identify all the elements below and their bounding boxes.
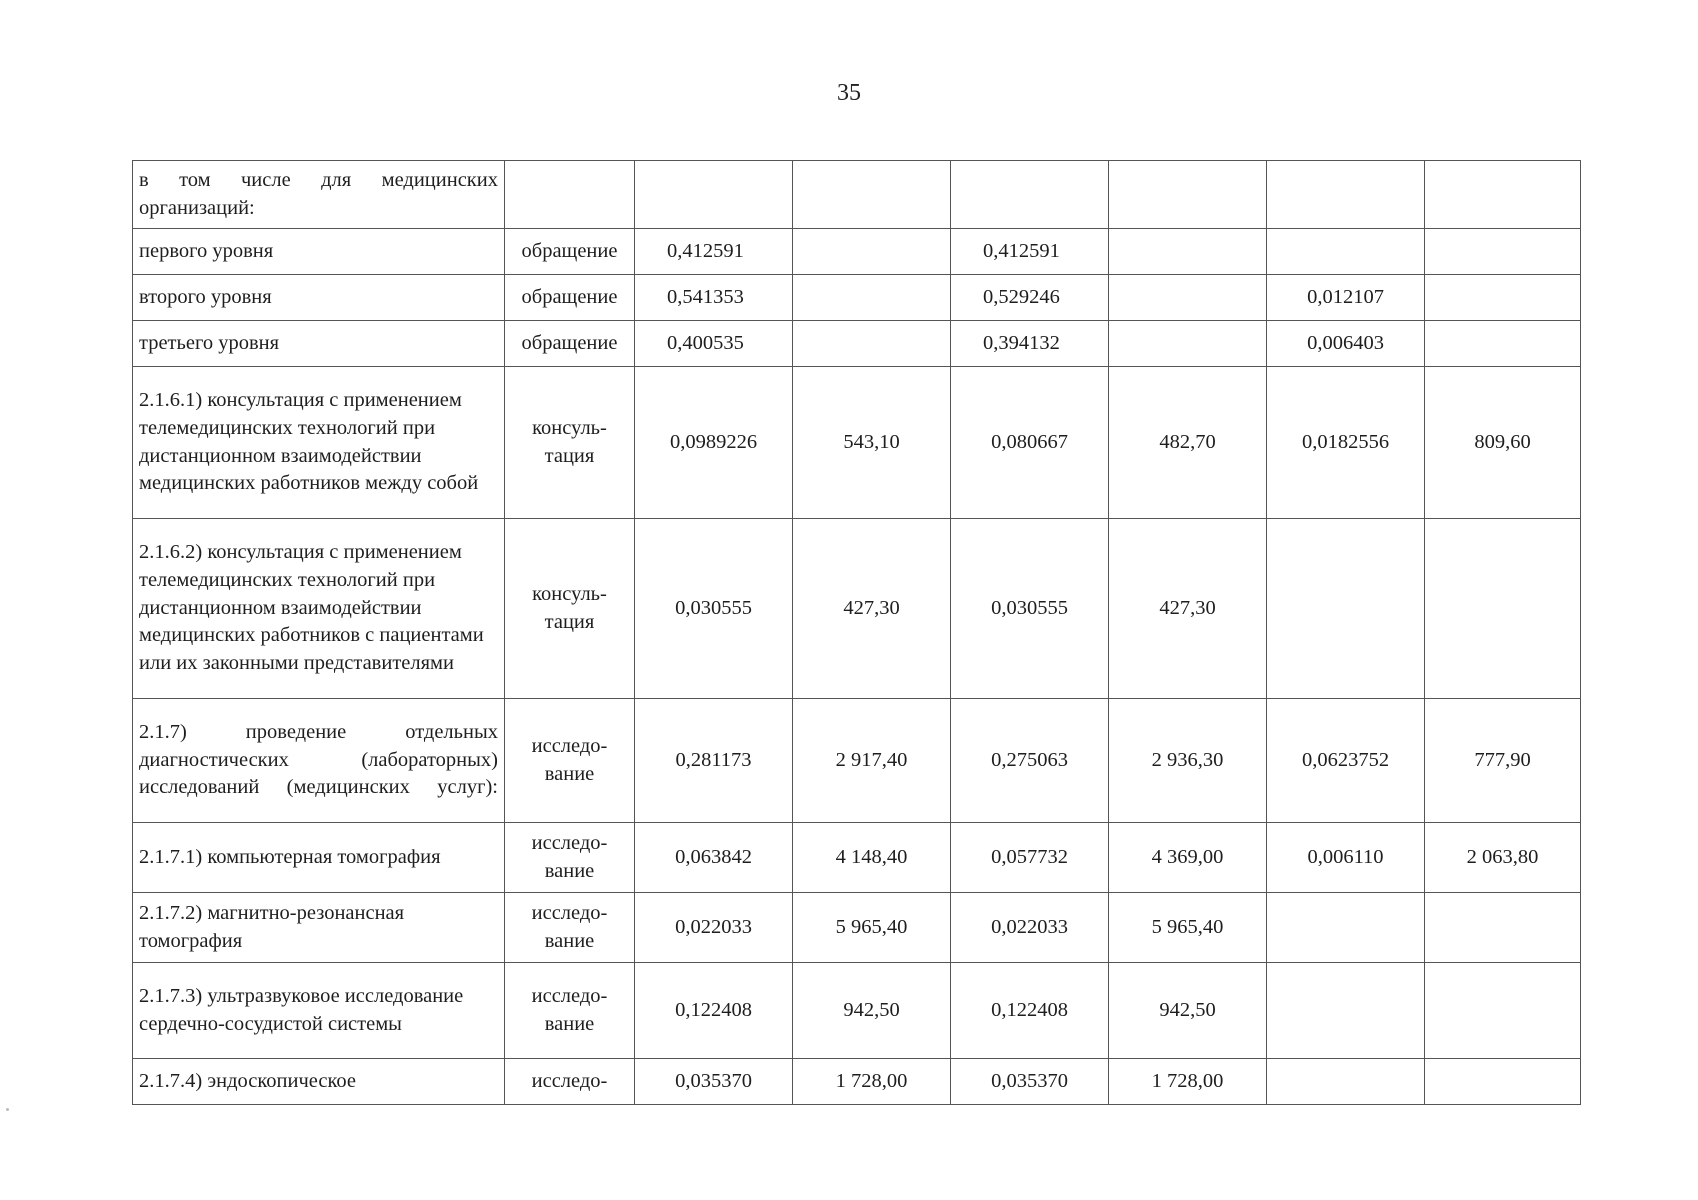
value-cell: [1267, 893, 1425, 963]
value-cell: 0,0623752: [1267, 699, 1425, 823]
value-cell: [1425, 893, 1581, 963]
table-row: [133, 823, 1581, 893]
value-cell: [1425, 1059, 1581, 1105]
row-name-cell: третьего уровня: [133, 321, 505, 367]
row-name-cell: 2.1.6.2) консультация с применением телемедицинских технологий при дистанционном взаимодействии медицинских работников с пациентами или их законными представителями: [133, 519, 505, 699]
value-cell: 427,30: [1109, 519, 1267, 699]
unit-cell: исследо-вание: [505, 823, 635, 893]
row-name-cell: 2.1.6.1) консультация с применением телемедицинских технологий при дистанционном взаимодействии медицинских работников между собой: [133, 367, 505, 519]
value-cell: [793, 275, 951, 321]
value-cell: 0,0989226: [635, 367, 793, 519]
row-name-cell: в том числе для медицинских организаций:: [133, 161, 505, 229]
value-cell: [1109, 321, 1267, 367]
value-cell: 543,10: [793, 367, 951, 519]
value-cell: 5 965,40: [793, 893, 951, 963]
row-name-cell: первого уровня: [133, 229, 505, 275]
unit-cell: консуль-тация: [505, 519, 635, 699]
value-cell: 0,122408: [951, 963, 1109, 1059]
value-cell: [1425, 519, 1581, 699]
value-cell: 0,030555: [951, 519, 1109, 699]
table-row: [133, 963, 1581, 1059]
unit-cell: исследо-вание: [505, 893, 635, 963]
unit-cell: обращение: [505, 275, 635, 321]
value-cell: 5 965,40: [1109, 893, 1267, 963]
value-cell: 942,50: [793, 963, 951, 1059]
value-cell: [1425, 963, 1581, 1059]
value-cell: 0,035370: [951, 1059, 1109, 1105]
value-cell: 0,394132: [951, 321, 1109, 367]
value-cell: 0,063842: [635, 823, 793, 893]
unit-cell: исследо-вание: [505, 963, 635, 1059]
value-cell: 2 917,40: [793, 699, 951, 823]
value-cell: [951, 161, 1109, 229]
value-cell: 0,122408: [635, 963, 793, 1059]
table-row: [133, 229, 1581, 275]
value-cell: 0,541353: [635, 275, 793, 321]
value-cell: 0,057732: [951, 823, 1109, 893]
value-cell: [793, 161, 951, 229]
row-name-cell: второго уровня: [133, 275, 505, 321]
row-name-cell: 2.1.7.2) магнитно-резонансная томография: [133, 893, 505, 963]
unit-cell: обращение: [505, 229, 635, 275]
value-cell: [1109, 229, 1267, 275]
value-cell: 0,030555: [635, 519, 793, 699]
value-cell: [1267, 1059, 1425, 1105]
row-name-cell: 2.1.7) проведение отдельных диагностических (лабораторных) исследований (медицинских услуг):: [133, 699, 505, 823]
row-name-cell: 2.1.7.3) ультразвуковое исследование сердечно-сосудистой системы: [133, 963, 505, 1059]
row-name-cell: 2.1.7.4) эндоскопическое: [133, 1059, 505, 1105]
value-cell: 0,012107: [1267, 275, 1425, 321]
value-cell: [1425, 161, 1581, 229]
value-cell: 0,080667: [951, 367, 1109, 519]
value-cell: 1 728,00: [793, 1059, 951, 1105]
value-cell: 2 936,30: [1109, 699, 1267, 823]
value-cell: 0,412591: [635, 229, 793, 275]
table-row: [133, 275, 1581, 321]
value-cell: 0,035370: [635, 1059, 793, 1105]
page-number: 35: [837, 80, 861, 106]
table-row: [133, 1059, 1581, 1105]
value-cell: 777,90: [1425, 699, 1581, 823]
value-cell: [1267, 963, 1425, 1059]
value-cell: 0,006110: [1267, 823, 1425, 893]
value-cell: [1425, 321, 1581, 367]
value-cell: [635, 161, 793, 229]
value-cell: [1267, 519, 1425, 699]
value-cell: 0,412591: [951, 229, 1109, 275]
value-cell: 4 148,40: [793, 823, 951, 893]
value-cell: [1267, 229, 1425, 275]
value-cell: [1109, 275, 1267, 321]
row-name-cell: 2.1.7.1) компьютерная томография: [133, 823, 505, 893]
value-cell: 809,60: [1425, 367, 1581, 519]
value-cell: 0,400535: [635, 321, 793, 367]
unit-cell: исследо-вание: [505, 699, 635, 823]
unit-cell: исследо-: [505, 1059, 635, 1105]
table-row: [133, 321, 1581, 367]
data-table: [132, 160, 1581, 1105]
value-cell: [793, 321, 951, 367]
value-cell: 2 063,80: [1425, 823, 1581, 893]
scan-dot: [6, 1108, 9, 1111]
value-cell: 0,0182556: [1267, 367, 1425, 519]
table-row: [133, 367, 1581, 519]
table-body: [133, 161, 1581, 1105]
unit-cell: [505, 161, 635, 229]
table-row: [133, 161, 1581, 229]
value-cell: [1109, 161, 1267, 229]
unit-cell: консуль-тация: [505, 367, 635, 519]
value-cell: [793, 229, 951, 275]
unit-cell: обращение: [505, 321, 635, 367]
table-row: [133, 519, 1581, 699]
value-cell: 427,30: [793, 519, 951, 699]
value-cell: 942,50: [1109, 963, 1267, 1059]
table-row: [133, 893, 1581, 963]
value-cell: [1425, 275, 1581, 321]
value-cell: 1 728,00: [1109, 1059, 1267, 1105]
value-cell: [1267, 161, 1425, 229]
value-cell: 4 369,00: [1109, 823, 1267, 893]
value-cell: 0,529246: [951, 275, 1109, 321]
table-row: [133, 699, 1581, 823]
value-cell: 0,281173: [635, 699, 793, 823]
value-cell: 0,275063: [951, 699, 1109, 823]
value-cell: 0,006403: [1267, 321, 1425, 367]
value-cell: [1425, 229, 1581, 275]
value-cell: 0,022033: [951, 893, 1109, 963]
value-cell: 482,70: [1109, 367, 1267, 519]
value-cell: 0,022033: [635, 893, 793, 963]
